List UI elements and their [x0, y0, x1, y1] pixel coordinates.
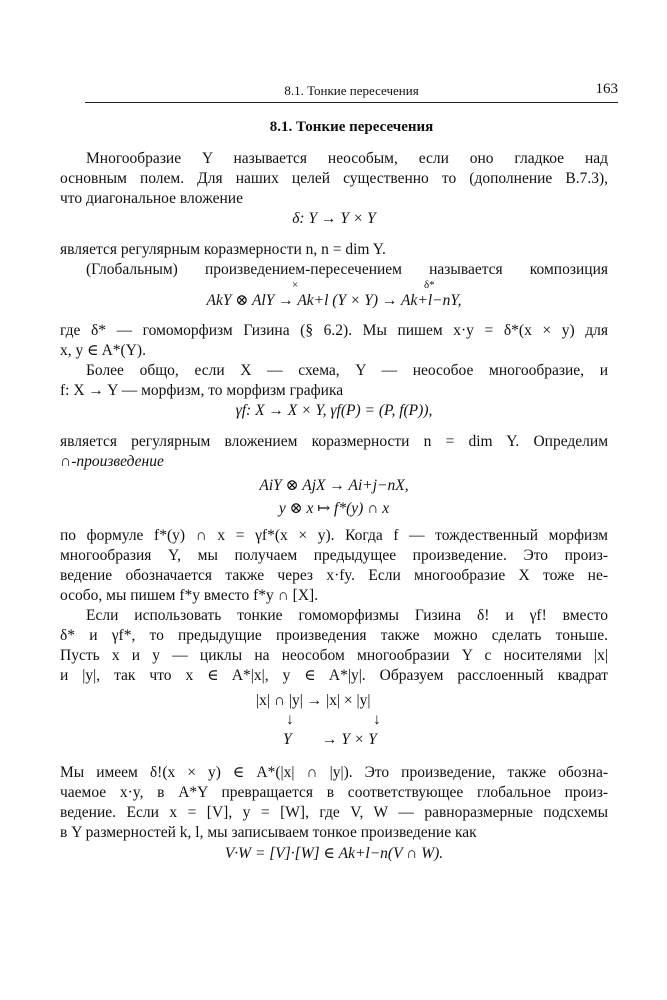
text-line — [60, 452, 608, 472]
equation-graph — [60, 402, 608, 420]
text-line: Если использовать тонкие гомоморфизмы Гизина δ! и γf! вместо — [86, 607, 608, 624]
equation-text: AkY ⊗ AlY → Ak+l (Y × Y) → Ak+l−nY, — [206, 292, 462, 309]
text-line: чаемое x·y, в A*Y превращается в соответствующее глобальное произ- — [60, 784, 608, 801]
equation-text: V·W = [V]·[W] ∈ Ak+l−n(V ∩ W). — [224, 845, 444, 862]
text-line: Более общо, если X — схема, Y — неособое многообразие, и — [86, 362, 608, 379]
text-line: многообразия Y, мы получаем предыдущее произведение. Это произ- — [60, 547, 608, 564]
square-arrow-left: ↓ — [286, 711, 294, 728]
paragraph-6 — [60, 763, 608, 843]
equation-composition — [60, 291, 608, 310]
text-line: ведение обозначается также через x·fy. Если многообразие X тоже не- — [60, 567, 608, 584]
equation-cap-1 — [60, 476, 608, 495]
square-bottom-left: Y — [283, 731, 292, 748]
square-top-row: |x| ∩ |y| → |x| × |y| — [256, 692, 371, 709]
text-line: и |y|, так что x ∈ A*|x|, y ∈ A*|y|. Образуем расслоенный квадрат — [60, 667, 608, 684]
equation-text: AiY ⊗ AjX → Ai+j−nX, — [259, 477, 409, 494]
cap-product-term: ∩-произведение — [60, 453, 164, 470]
text-line: δ* и γf*, то предыдущие произведения также можно сделать тоньше. — [60, 627, 608, 644]
section-title: 8.1. Тонкие пересечения — [269, 119, 434, 135]
arrow-label-gysin: δ* — [424, 279, 435, 291]
page-number: 163 — [595, 81, 618, 97]
text-line: является регулярным коразмерности n, n = dim Y. — [60, 241, 386, 258]
running-head-title: 8.1. Тонкие пересечения — [284, 83, 419, 98]
text-line: в Y размерностей k, l, мы записываем тонкое произведение как — [60, 824, 477, 841]
text-line: f: X → Y — морфизм, то морфизм графика — [60, 382, 344, 399]
text-line: Пусть x и y — циклы на неособом многообразии Y с носителями |x| — [60, 647, 608, 664]
text-line: x, y ∈ A*(Y). — [60, 342, 146, 359]
running-head — [85, 80, 618, 103]
text-line: ведение. Если x = [V], y = [W], где V, W — равноразмерные подсхемы — [60, 804, 608, 821]
paragraph-5 — [60, 526, 608, 686]
equation-diagonal — [60, 210, 608, 228]
text-line: является регулярным вложением коразмерности n = dim Y. Определим — [60, 433, 608, 450]
paragraph-3 — [60, 321, 608, 401]
equation-text: y ⊗ x ↦ f*(y) ∩ x — [278, 500, 390, 517]
equation-text: γf: X → X × Y, γf(P) = (P, f(P)), — [235, 402, 433, 419]
equation-refined-product — [60, 844, 608, 863]
square-arrow-right: ↓ — [373, 711, 381, 728]
paragraph-1 — [60, 149, 608, 209]
arrow-label-cross: × — [292, 279, 299, 291]
text-line: что диагональное вложение — [60, 190, 243, 207]
text-line: по формуле f*(y) ∩ x = γf*(x × y). Когда f — тождественный морфизм — [60, 527, 608, 544]
paragraph-2 — [60, 240, 608, 280]
text-line: основным полем. Для наших целей существенно то (дополнение B.7.3), — [60, 170, 608, 187]
text-line: Мы имеем δ!(x × y) ∈ A*(|x| ∩ |y|). Это произведение, также обозна- — [60, 764, 608, 781]
square-bottom-right: → Y × Y — [322, 731, 377, 748]
text-line: где δ* — гомоморфизм Гизина (§ 6.2). Мы пишем x·y = δ*(x × y) для — [60, 322, 608, 339]
equation-cap-2 — [60, 499, 608, 518]
text-line: (Глобальным) произведением-пересечением называется композиция — [86, 261, 608, 278]
equation-text: δ: Y → Y × Y — [292, 210, 376, 227]
text-line: Многообразие Y называется неособым, если оно гладкое над — [86, 150, 608, 167]
text-line: особо, мы пишем f*y вместо f*y ∩ [X]. — [60, 587, 319, 604]
paragraph-4 — [60, 432, 608, 472]
